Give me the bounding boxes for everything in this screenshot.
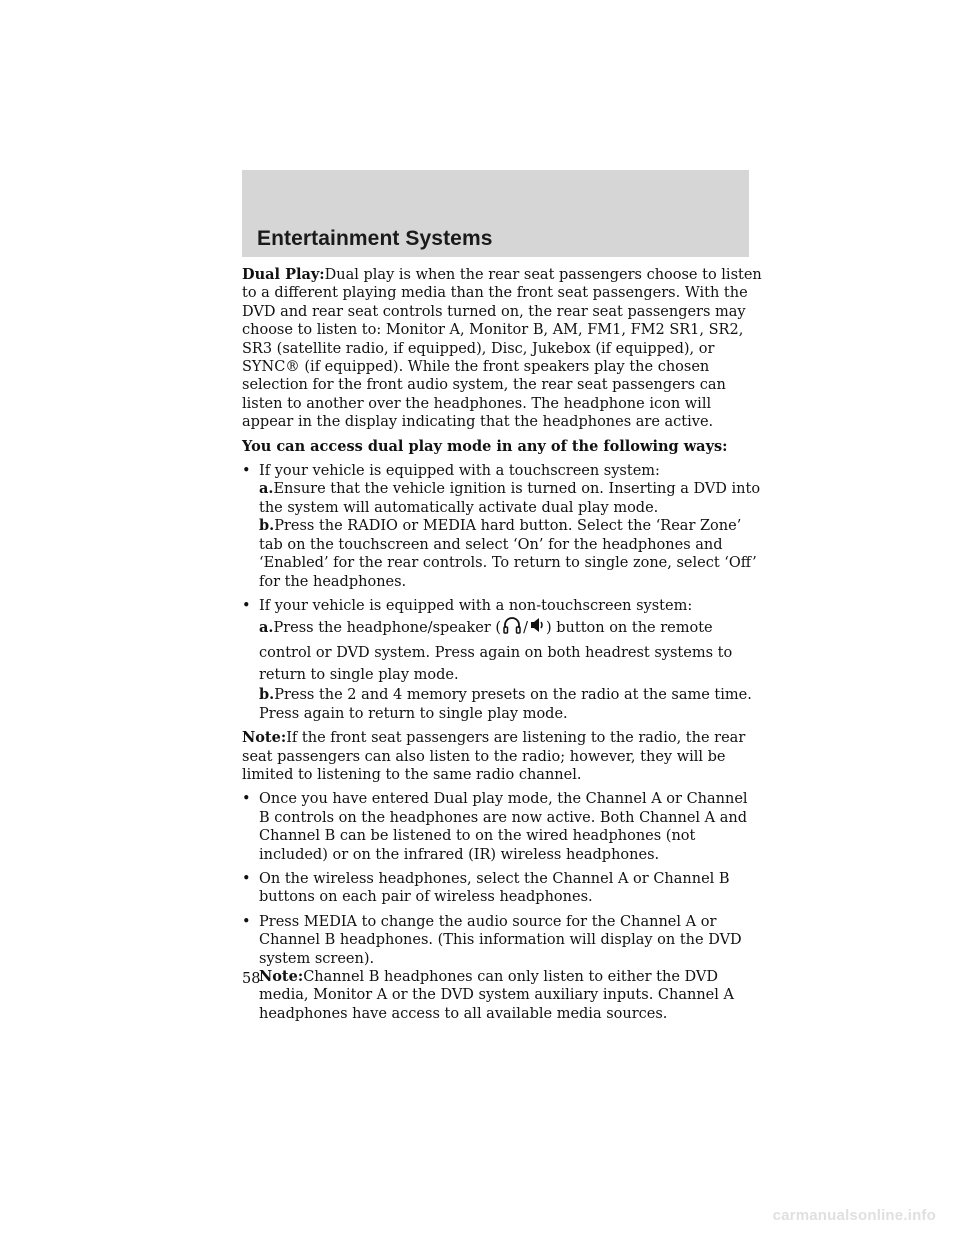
non-touchscreen-step-a: a.Press the headphone/speaker ( / ) button on the remote control or DVD system. Press again on both headrest systems to return to single play mode.: [259, 615, 762, 686]
touchscreen-step-b: b.Press the RADIO or MEDIA hard button. Select the ‘Rear Zone’ tab on the touchscreen and select ‘On’ for the headphones and ‘Enabled’ for the rear controls. To return to single zone, select ‘Off’ for the headphones.: [259, 517, 757, 590]
note-channel-b: Note:Channel B headphones can only listen to either the DVD media, Monitor A or the DVD system auxiliary inputs. Channel A headphones have access to all available media sources.: [259, 968, 734, 1022]
media-bullet: • Press MEDIA to change the audio source for the Channel A or Channel B headphones. (This information will display on the DVD system screen). Note:Channel B headphones can only listen to either the DVD media, Monitor A or the DVD system auxiliary inputs. Channel A headphones have access to all available media sources.: [242, 913, 762, 1023]
page-content: [242, 266, 762, 1029]
speaker-icon: [529, 615, 545, 642]
bullet-dot: •: [242, 463, 251, 480]
dual-play-text: Dual play is when the rear seat passengers choose to listen to a different playing media than the front seat passengers. With the DVD and rear seat controls turned on, the rear seat passengers may choose to listen to: Monitor A, Monitor B, AM, FM1, FM2 SR1, SR2, SR3 (satellite radio, if equipped), Disc, Jukebox (if equipped), or SYNC® (if equipped). While the front speakers play the chosen selection for the front audio system, the rear seat passengers can listen to another over the headphones. The headphone icon will appear in the display indicating that the headphones are active.: [242, 267, 762, 431]
touchscreen-bullet: [242, 462, 762, 591]
section-header-band: [242, 170, 749, 257]
channel-bullet: • Once you have entered Dual play mode, the Channel A or Channel B controls on the headphones are now active. Both Channel A and Channel B can be listened to on the wired headphones (not included) or on the infrared (IR) wireless headphones.: [242, 791, 748, 863]
note-radio: Note:If the front seat passengers are listening to the radio, the rear seat passengers can also listen to the radio; however, they will be limited to listening to the same radio channel.: [242, 729, 746, 783]
access-heading: You can access dual play mode in any of the following ways:: [242, 437, 728, 455]
bullet-dot: •: [242, 791, 251, 808]
section-title: Entertainment Systems: [257, 227, 493, 250]
dual-play-label: Dual Play:: [242, 266, 325, 283]
touchscreen-intro: If your vehicle is equipped with a touchscreen system:: [259, 463, 660, 480]
wireless-bullet: • On the wireless headphones, select the Channel A or Channel B buttons on each pair of wireless headphones.: [242, 870, 730, 906]
non-touchscreen-step-b: b.Press the 2 and 4 memory presets on the radio at the same time. Press again to return to single play mode.: [259, 686, 752, 722]
watermark: carmanualsonline.info: [772, 1207, 936, 1224]
bullet-dot: •: [242, 597, 251, 614]
non-touchscreen-intro: If your vehicle is equipped with a non-touchscreen system:: [259, 597, 693, 614]
dual-play-paragraph: [242, 266, 762, 432]
bullet-dot: •: [242, 870, 251, 887]
non-touchscreen-bullet: [242, 597, 762, 723]
page-number: 58: [242, 971, 261, 987]
touchscreen-step-a: a.Ensure that the vehicle ignition is turned on. Inserting a DVD into the system will automatically activate dual play mode.: [259, 480, 761, 516]
bullet-dot: •: [242, 913, 251, 930]
headphone-icon: [502, 615, 522, 642]
